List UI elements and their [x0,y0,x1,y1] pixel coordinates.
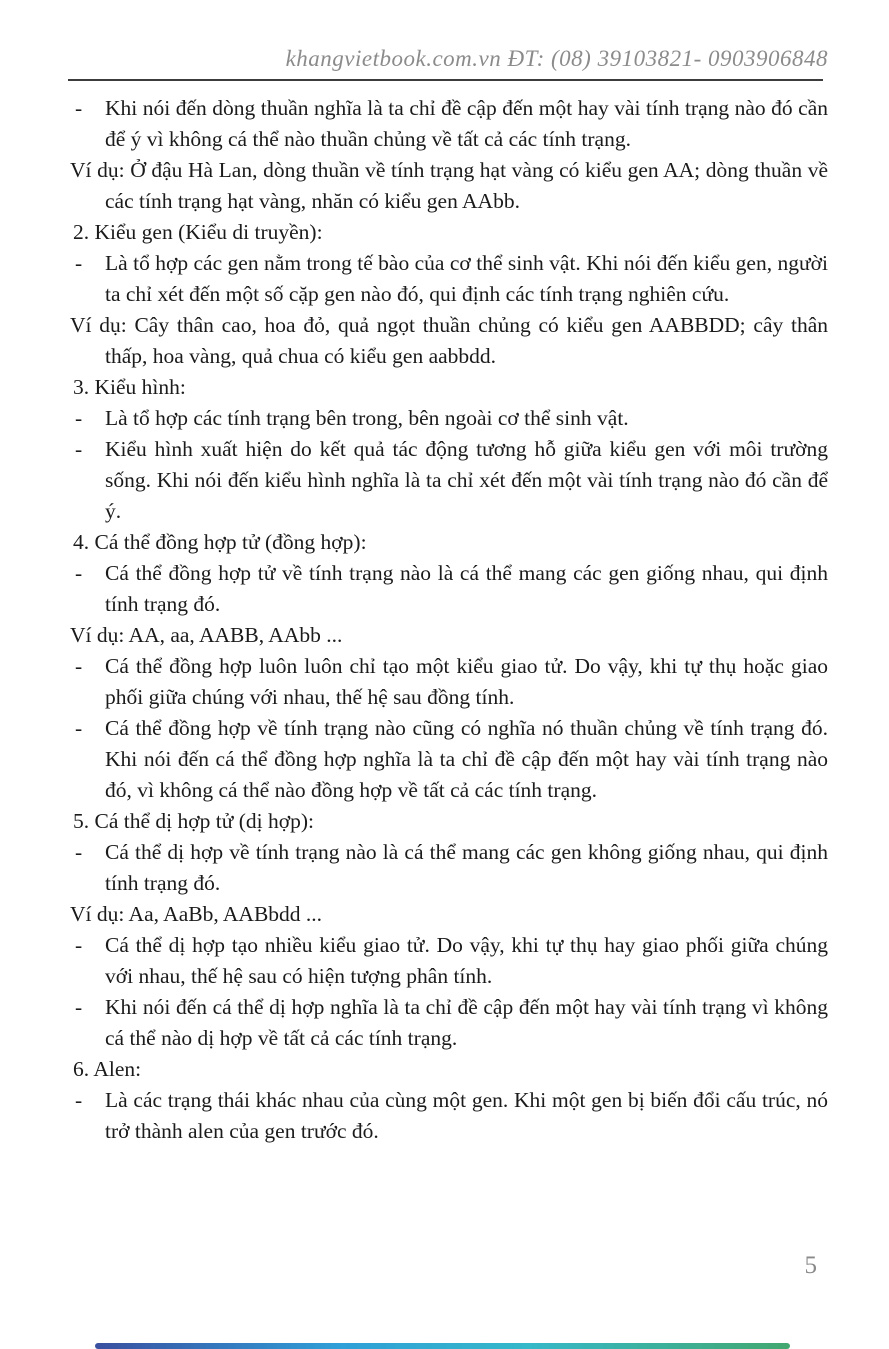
page-content [70,93,828,1147]
list-item [70,651,828,713]
list-item [70,434,828,527]
section-heading: 4. Cá thể đồng hợp tử (đồng hợp): [73,530,367,554]
dash-marker: - [75,561,83,585]
example-item [70,899,828,930]
dash-marker: - [75,654,83,678]
list-item-text: Cá thể đồng hợp tử về tính trạng nào là cá thể mang các gen giống nhau, qui định tính trạng đó. [105,561,828,616]
dash-marker: - [75,840,83,864]
list-item-text: Kiểu hình xuất hiện do kết quả tác động tương hỗ giữa kiểu gen với môi trường sống. Khi nói đến kiểu hình nghĩa là ta chỉ xét đến một vài tính trạng nào đó cần để ý. [105,437,828,523]
list-item [70,992,828,1054]
list-item-text: Khi nói đến cá thể dị hợp nghĩa là ta chỉ đề cập đến một hay vài tính trạng vì không cá thể nào dị hợp về tất cả các tính trạng. [105,995,828,1050]
list-item [70,93,828,155]
example-item [70,155,828,217]
list-item-text: Là tổ hợp các gen nằm trong tế bào của cơ thể sinh vật. Khi nói đến kiểu gen, người ta chỉ xét đến một số cặp gen nào đó, qui định các tính trạng nghiên cứu. [105,251,828,306]
section-heading: 6. Alen: [73,1057,142,1081]
dash-marker: - [75,251,83,275]
dash-marker: - [75,933,83,957]
list-item-text: Là tổ hợp các tính trạng bên trong, bên ngoài cơ thể sinh vật. [105,406,629,430]
dash-marker: - [75,995,83,1019]
dash-marker: - [75,437,83,461]
dash-marker: - [75,716,83,740]
example-text: Cây thân cao, hoa đỏ, quả ngọt thuần chủng có kiểu gen AABBDD; cây thân thấp, hoa vàng, quả chua có kiểu gen aabbdd. [105,313,828,368]
list-item-text: Là các trạng thái khác nhau của cùng một gen. Khi một gen bị biến đổi cấu trúc, nó trở thành alen của gen trước đó. [105,1088,828,1143]
example-item [70,620,828,651]
list-item [70,713,828,806]
example-text: Ở đậu Hà Lan, dòng thuần về tính trạng hạt vàng có kiểu gen AA; dòng thuần về các tính trạng hạt vàng, nhăn có kiểu gen AAbb. [105,158,828,213]
list-item [70,930,828,992]
list-item [70,1085,828,1147]
list-item-text: Cá thể dị hợp về tính trạng nào là cá thể mang các gen không giống nhau, qui định tính trạng đó. [105,840,828,895]
list-item [70,248,828,310]
header-divider [68,79,823,81]
example-label: Ví dụ: [70,313,135,337]
example-text: AA, aa, AABB, AAbb ... [128,623,343,647]
dash-marker: - [75,406,83,430]
page-header: khangvietbook.com.vn ĐT: (08) 39103821- 0903906848 [285,46,828,71]
list-item [70,558,828,620]
section-heading: 5. Cá thể dị hợp tử (dị hợp): [73,809,315,833]
dash-marker: - [75,96,83,120]
example-text: Aa, AaBb, AABbdd ... [128,902,323,926]
list-item [70,837,828,899]
footer-gradient-bar [95,1343,790,1349]
example-label: Ví dụ: [70,623,129,647]
list-item-text: Khi nói đến dòng thuần nghĩa là ta chỉ đề cập đến một hay vài tính trạng nào đó cần để ý vì không cá thể nào thuần chủng về tất cả các tính trạng. [105,96,828,151]
example-label: Ví dụ: [70,902,129,926]
example-item [70,310,828,372]
list-item [70,403,828,434]
list-item-text: Cá thể đồng hợp luôn luôn chỉ tạo một kiểu giao tử. Do vậy, khi tự thụ hoặc giao phối giữa chúng với nhau, thế hệ sau đồng tính. [105,654,828,709]
list-item-text: Cá thể dị hợp tạo nhiều kiểu giao tử. Do vậy, khi tự thụ hay giao phối giữa chúng với nhau, thế hệ sau có hiện tượng phân tính. [105,933,828,988]
section-heading: 3. Kiểu hình: [73,375,186,399]
page-number: 5 [804,1252,817,1279]
example-label: Ví dụ: [70,158,131,182]
section-heading: 2. Kiểu gen (Kiểu di truyền): [73,220,323,244]
list-item-text: Cá thể đồng hợp về tính trạng nào cũng có nghĩa nó thuần chủng về tính trạng đó. Khi nói đến cá thể đồng hợp nghĩa là ta chỉ đề cập đến một hay vài tính trạng nào đó, vì không cá thể nào đồng hợp về tất cả các tính trạng. [105,716,828,802]
dash-marker: - [75,1088,83,1112]
